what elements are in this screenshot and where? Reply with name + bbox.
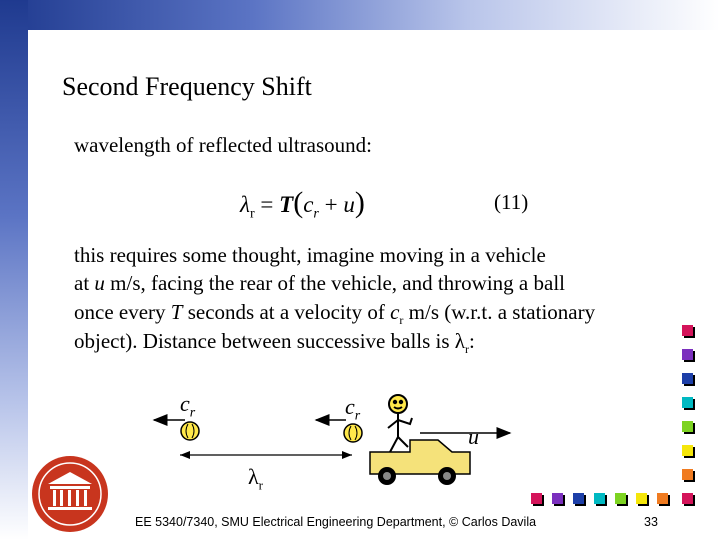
car-icon bbox=[370, 440, 470, 485]
eq-c: c bbox=[303, 192, 314, 217]
decor-square bbox=[594, 493, 605, 504]
vehicle-velocity-label: u bbox=[468, 424, 479, 449]
ball-icon bbox=[181, 422, 199, 440]
intro-text: wavelength of reflected ultrasound: bbox=[74, 133, 372, 157]
decor-square bbox=[531, 493, 542, 504]
decor-square bbox=[682, 493, 693, 504]
decor-square bbox=[573, 493, 584, 504]
slide-title: Second Frequency Shift bbox=[62, 72, 312, 101]
para-l3-mid: seconds at a velocity of bbox=[182, 300, 391, 324]
footer-text: EE 5340/7340, SMU Electrical Engineering Department, © Carlos Davila bbox=[135, 515, 537, 529]
ball-velocity-label-left: $c_r$ bbox=[180, 391, 196, 421]
eq-lambda-sub: r bbox=[249, 206, 255, 222]
eq-T: T bbox=[279, 192, 294, 217]
para-l4-pre: object). Distance between successive balls is bbox=[74, 329, 455, 353]
para-l4-post: : bbox=[468, 329, 475, 353]
eq-plus: + bbox=[318, 192, 344, 217]
para-line-1: this requires some thought, imagine moving in a vehicle bbox=[74, 243, 546, 267]
decor-square bbox=[682, 325, 693, 336]
eq-u: u bbox=[343, 192, 355, 217]
wavelength-arrow bbox=[180, 451, 352, 459]
para-l3-c-sub: r bbox=[399, 313, 404, 328]
wavelength-label: $\lambda_r$ bbox=[248, 464, 264, 493]
decor-square bbox=[682, 349, 693, 360]
ball-icon bbox=[344, 424, 362, 442]
decor-square bbox=[615, 493, 626, 504]
decor-square bbox=[682, 469, 693, 480]
equation-number: (11) bbox=[494, 190, 529, 214]
para-l2-u: u bbox=[94, 271, 105, 295]
para-l3-c: c bbox=[390, 300, 400, 324]
para-l4-lambda: λ bbox=[454, 329, 465, 353]
para-l4-sub: r bbox=[464, 342, 469, 357]
para-l3-pre: once every bbox=[74, 300, 171, 324]
page-number: 33 bbox=[644, 515, 658, 529]
para-l3-T: T bbox=[170, 300, 183, 324]
decor-square bbox=[657, 493, 668, 504]
smu-logo bbox=[32, 456, 108, 532]
eq-open-paren: ( bbox=[293, 186, 304, 219]
eq-close-paren: ) bbox=[354, 186, 365, 219]
para-l2-post: m/s, facing the rear of the vehicle, and throwing a ball bbox=[104, 271, 565, 295]
decor-square bbox=[682, 421, 693, 432]
decor-square bbox=[682, 445, 693, 456]
person-icon bbox=[388, 395, 412, 452]
decor-square bbox=[636, 493, 647, 504]
decor-square bbox=[552, 493, 563, 504]
eq-lambda: λ bbox=[240, 192, 250, 217]
decor-square bbox=[682, 397, 693, 408]
eq-c-sub: r bbox=[313, 206, 319, 222]
para-l3-post: m/s (w.r.t. a stationary bbox=[403, 300, 596, 324]
decor-square bbox=[682, 373, 693, 384]
ball-velocity-label-right: $c_r$ bbox=[345, 394, 361, 424]
para-l2-pre: at bbox=[74, 271, 95, 295]
eq-equals: = bbox=[260, 192, 280, 217]
